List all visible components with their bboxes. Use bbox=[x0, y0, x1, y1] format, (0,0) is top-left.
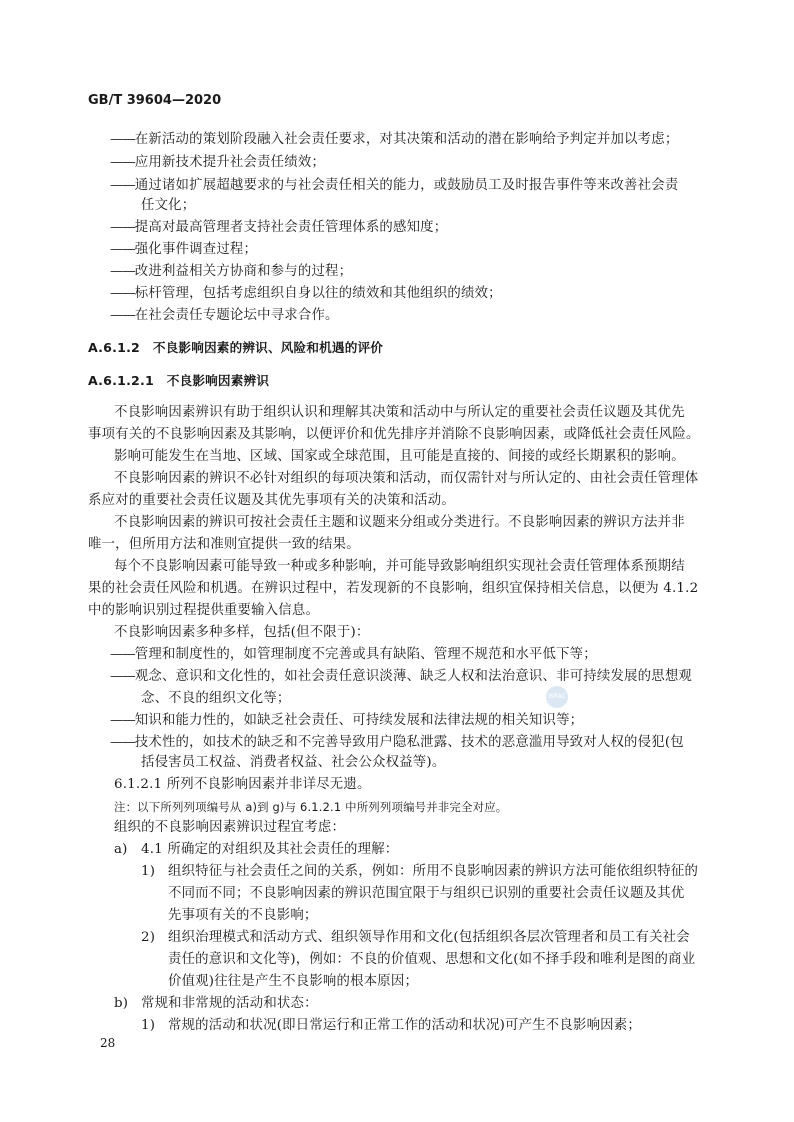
standard-code-header: GB/T 39604—2020 bbox=[88, 93, 222, 108]
paragraph-line: 果的社会责任风险和机遇。在辨识过程中，若发现新的不良影响，组织宜保持相关信息，以便为 4.1.2 bbox=[88, 581, 699, 596]
paragraph-line: 不良影响因素的辨识不必针对组织的每项决策和活动，而仅需针对与所认定的、由社会责任管理体 bbox=[114, 471, 699, 486]
list-item bbox=[110, 306, 339, 326]
list-item bbox=[110, 240, 257, 260]
list-item-text: 技术性的，如技术的缺乏和不完善导致用户隐私泄露、技术的恶意滥用导致对人权的侵犯(包 bbox=[134, 735, 684, 750]
dash-marker: —— bbox=[110, 155, 135, 170]
list-item-text: 应用新技术提升社会责任绩效； bbox=[134, 155, 326, 170]
list-item bbox=[110, 733, 684, 753]
paragraph-line: 不良影响因素多种多样，包括(但不限于)： bbox=[114, 625, 370, 640]
list-item bbox=[110, 262, 352, 282]
item-a2-label: 2) bbox=[141, 930, 156, 945]
paragraph-line: 唯一，但所用方法和准则宜提供一致的结果。 bbox=[88, 537, 360, 552]
paragraph-line: 组织的不良影响因素辨识过程宜考虑： bbox=[114, 820, 346, 835]
dash-marker: —— bbox=[110, 308, 135, 323]
item-a1-label: 1) bbox=[141, 864, 156, 879]
item-a2-line: 价值观)往往是产生不良影响的根本原因； bbox=[168, 974, 419, 989]
list-item-text: 提高对最高管理者支持社会责任管理体系的感知度； bbox=[134, 220, 448, 235]
list-item bbox=[110, 284, 502, 304]
paragraph-line: 影响可能发生在当地、区域、国家或全球范围，且可能是直接的、间接的或经长期累积的影响。 bbox=[114, 449, 685, 464]
list-item-text: 知识和能力性的，如缺乏社会责任、可持续发展和法律法规的相关知识等； bbox=[134, 713, 584, 728]
note-line: 注：以下所列列项编号从 a)到 g)与 6.1.2.1 中所列列项编号并非完全对应。 bbox=[114, 800, 508, 814]
list-item-text: 在新活动的策划阶段融入社会责任要求，对其决策和活动的潜在影响给予判定并加以考虑； bbox=[134, 132, 679, 147]
item-a1-line: 先事项有关的不良影响； bbox=[168, 908, 318, 923]
page-number: 28 bbox=[100, 1036, 116, 1050]
list-item-text: 标杆管理，包括考虑组织自身以往的绩效和其他组织的绩效； bbox=[134, 286, 502, 301]
list-item bbox=[110, 153, 325, 173]
item-a1-line: 不同而不同；不良影响因素的辨识范围宜限于与组织已识别的重要社会责任议题及其优 bbox=[168, 886, 685, 901]
list-item-text: 通过诸如扩展超越要求的与社会责任相关的能力，或鼓励员工及时报告事件等来改善社会责 bbox=[134, 178, 679, 193]
item-a-label: a) bbox=[114, 842, 128, 857]
list-item bbox=[110, 667, 692, 687]
subsection-heading: A.6.1.2.1 不良影响因素辨识 bbox=[88, 373, 270, 388]
dash-marker: —— bbox=[110, 264, 135, 279]
paragraph-line: 不良影响因素的辨识可按社会责任主题和议题来分组或分类进行。不良影响因素的辨识方法并非 bbox=[114, 515, 685, 530]
item-a-text: 4.1 所确定的对组织及其社会责任的理解： bbox=[141, 842, 399, 857]
paragraph-line: 事项有关的不良影响因素及其影响，以便评价和优先排序并消除不良影响因素，或降低社会责任风险。 bbox=[88, 427, 700, 442]
dash-marker: —— bbox=[110, 178, 135, 193]
list-item-text: 改进利益相关方协商和参与的过程； bbox=[134, 264, 353, 279]
item-a2-line: 组织治理模式和活动方式、组织领导作用和文化(包括组织各层次管理者和员工有关社会 bbox=[168, 930, 690, 945]
paragraph-line: 中的影响识别过程提供重要输入信息。 bbox=[88, 603, 320, 618]
dash-marker: —— bbox=[110, 669, 135, 684]
list-item bbox=[110, 645, 597, 665]
list-item bbox=[110, 218, 447, 238]
list-item bbox=[110, 711, 583, 731]
section-heading: A.6.1.2 不良影响因素的辨识、风险和机遇的评价 bbox=[88, 340, 384, 355]
dash-marker: —— bbox=[110, 242, 135, 257]
dash-marker: —— bbox=[110, 713, 135, 728]
list-item-text: 在社会责任专题论坛中寻求合作。 bbox=[134, 308, 339, 323]
list-item bbox=[110, 130, 678, 150]
list-item-text: 管理和制度性的，如管理制度不完善或具有缺陷、管理不规范和水平低下等； bbox=[134, 647, 597, 662]
dash-marker: —— bbox=[110, 286, 135, 301]
list-item bbox=[110, 176, 678, 196]
list-item-continuation: 任文化； bbox=[141, 198, 196, 213]
paragraph-line: 系应对的重要社会责任议题及其优先事项有关的决策和活动。 bbox=[88, 493, 455, 508]
paragraph-line: 每个不良影响因素可能导致一种或多种影响，并可能导致影响组织实现社会责任管理体系预期结 bbox=[114, 559, 685, 574]
watermark-logo: ISRAC bbox=[546, 686, 568, 708]
item-b1-label: 1) bbox=[141, 1018, 156, 1033]
list-item-text: 强化事件调查过程； bbox=[134, 242, 258, 257]
reference-line: 6.1.2.1 所列不良影响因素并非详尽无遗。 bbox=[114, 777, 371, 792]
item-b-label: b) bbox=[114, 996, 129, 1011]
item-b-text: 常规和非常规的活动和状态： bbox=[141, 996, 318, 1011]
list-item-text: 观念、意识和文化性的，如社会责任意识淡薄、缺乏人权和法治意识、非可持续发展的思想观 bbox=[134, 669, 692, 684]
dash-marker: —— bbox=[110, 647, 135, 662]
dash-marker: —— bbox=[110, 735, 135, 750]
item-a2-line: 责任的意识和文化等)，例如：不良的价值观、思想和文化(如不择手段和唯利是图的商业 bbox=[168, 952, 696, 967]
dash-marker: —— bbox=[110, 220, 135, 235]
paragraph-line: 不良影响因素辨识有助于组织认识和理解其决策和活动中与所认定的重要社会责任议题及其优先 bbox=[114, 405, 685, 420]
list-item-continuation: 括侵害员工权益、消费者权益、社会公众权益等)。 bbox=[141, 755, 446, 770]
list-item-continuation: 念、不良的组织文化等； bbox=[141, 691, 291, 706]
item-a1-line: 组织特征与社会责任之间的关系，例如：所用不良影响因素的辨识方法可能依组织特征的 bbox=[168, 864, 699, 879]
item-b1-text: 常规的活动和状况(即日常运行和正常工作的活动和状况)可产生不良影响因素； bbox=[168, 1018, 641, 1033]
dash-marker: —— bbox=[110, 132, 135, 147]
